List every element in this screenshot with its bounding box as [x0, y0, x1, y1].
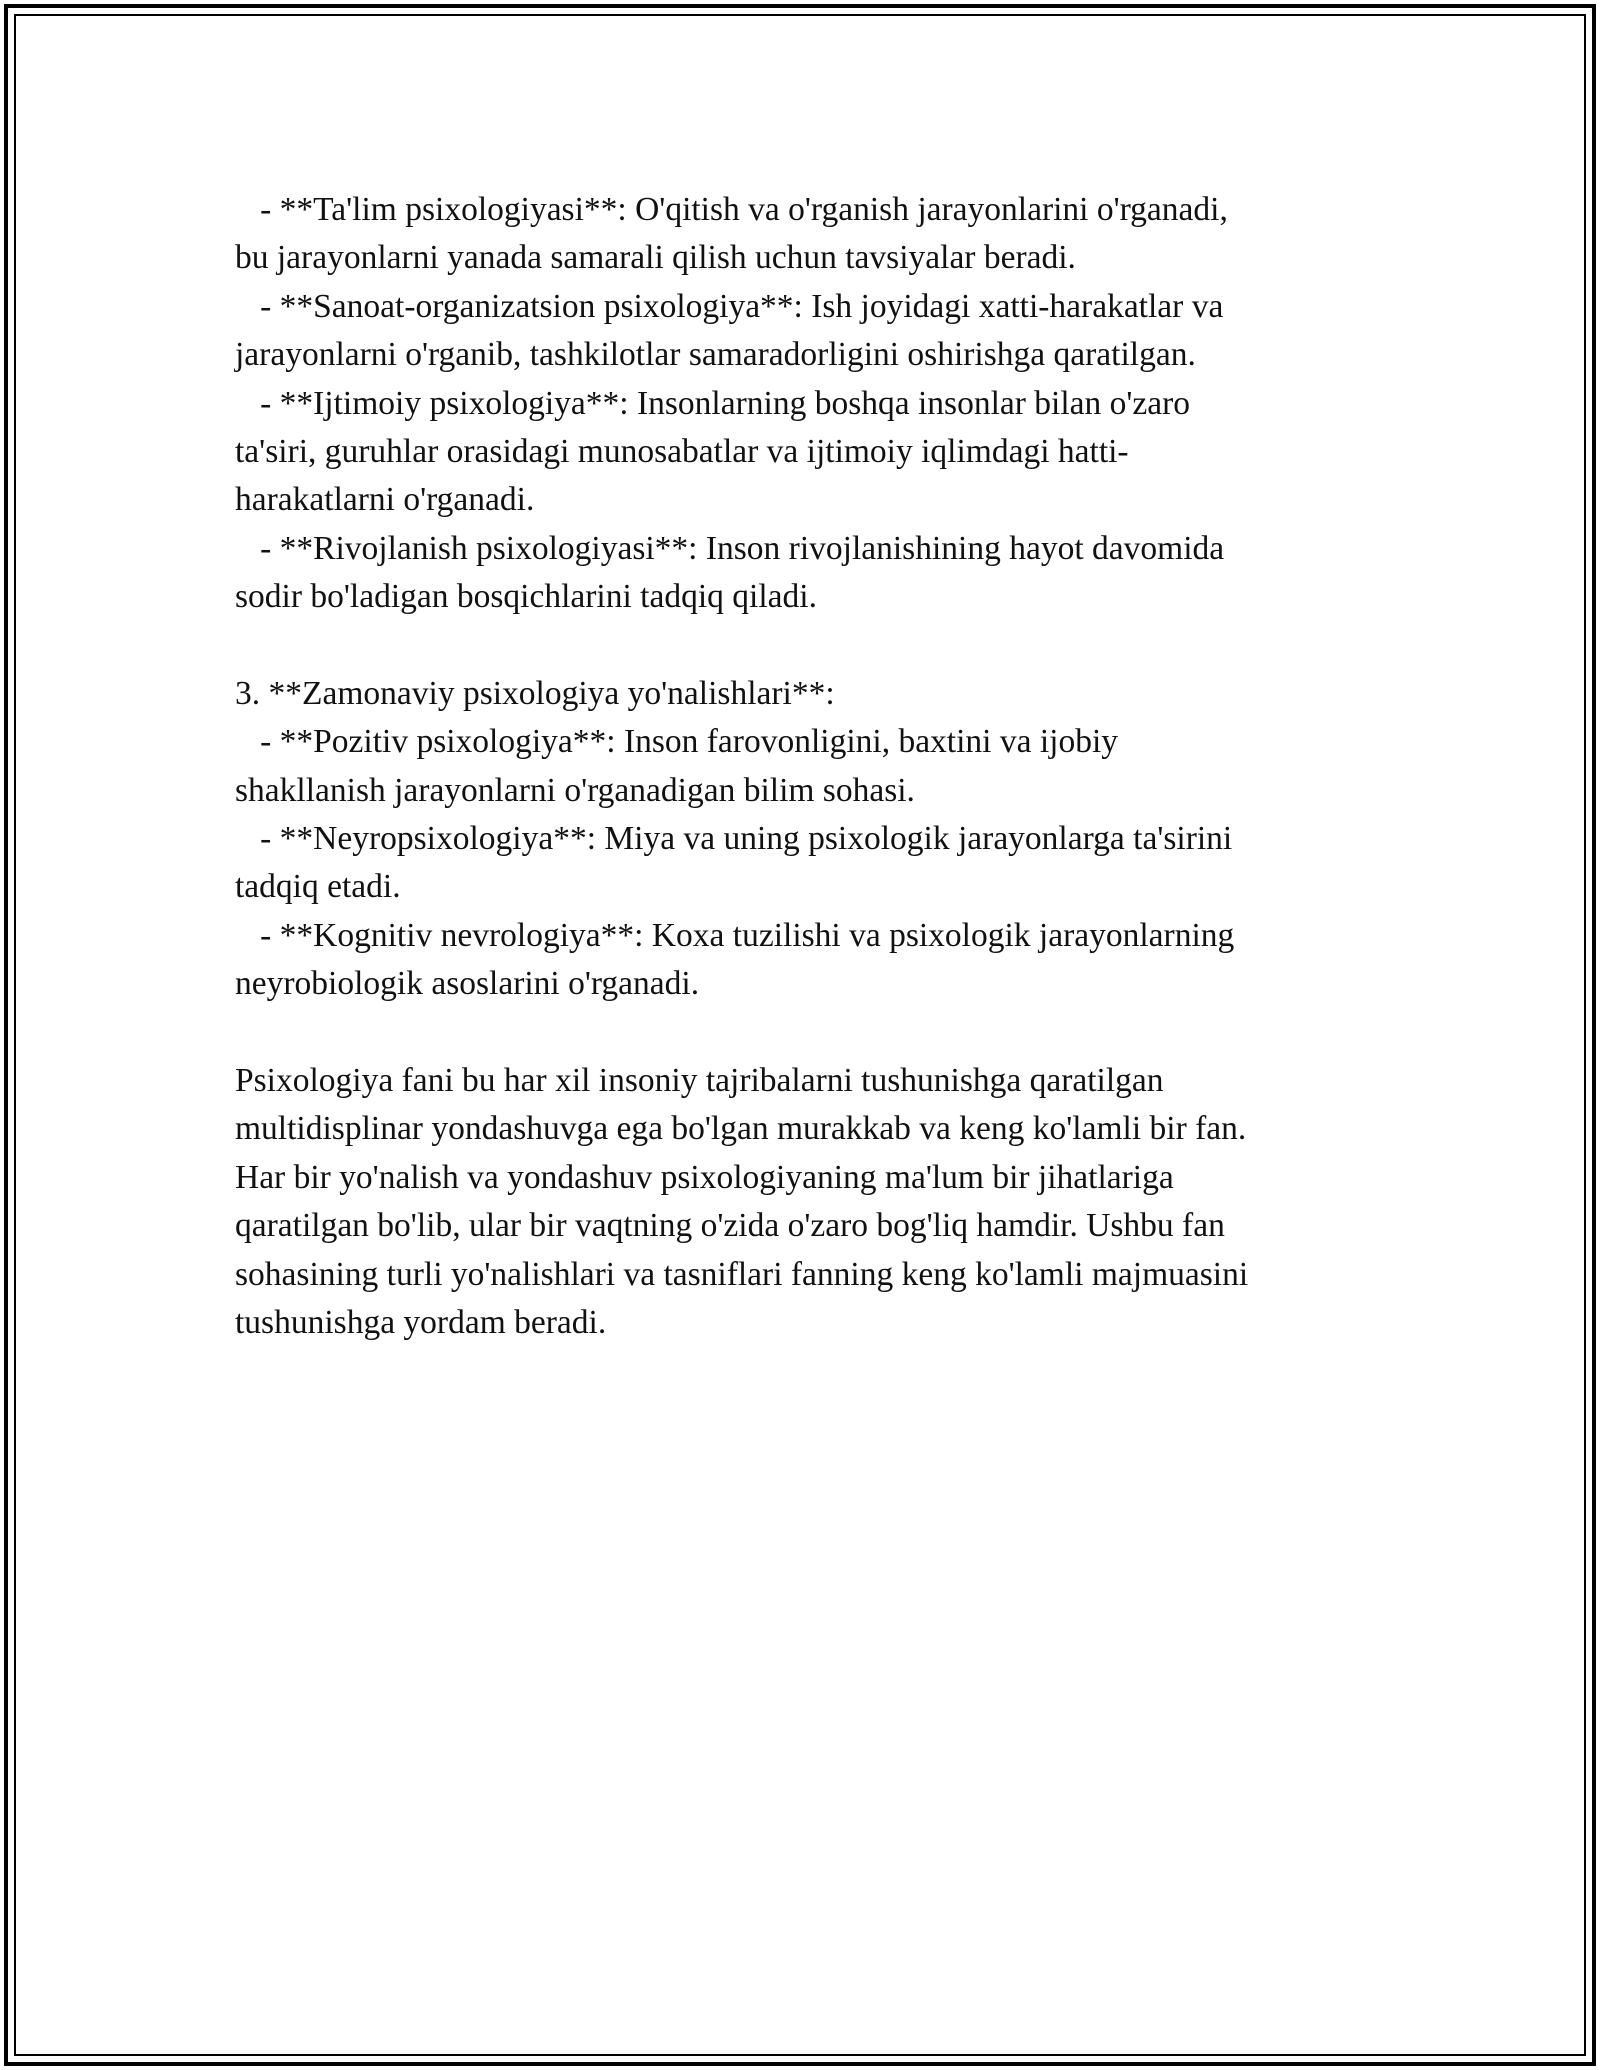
text-line: qaratilgan bo'lib, ular bir vaqtning o'zida o'zaro bog'liq hamdir. Ushbu fan: [235, 1207, 1225, 1245]
text-line: ta'siri, guruhlar orasidagi munosabatlar va ijtimoiy iqlimdagi hatti-: [235, 432, 1129, 470]
text-line: - **Ta'lim psixologiyasi**: O'qitish va o'rganish jarayonlarini o'rganadi,: [235, 191, 1228, 228]
text-line: jarayonlarni o'rganib, tashkilotlar samaradorligini oshirishga qaratilgan.: [235, 336, 1196, 374]
text-line: sodir bo'ladigan bosqichlarini tadqiq qiladi.: [235, 578, 817, 616]
text-line: - **Ijtimoiy psixologiya**: Insonlarning boshqa insonlar bilan o'zaro: [235, 384, 1191, 422]
text-line: - **Pozitiv psixologiya**: Inson farovonligini, baxtini va ijobiy: [235, 723, 1119, 761]
text-line: - **Sanoat-organizatsion psixologiya**: Ish joyidagi xatti-harakatlar va: [235, 287, 1224, 325]
text-line: shakllanish jarayonlarni o'rganadigan bilim sohasi.: [235, 771, 915, 809]
text-line: Psixologiya fani bu har xil insoniy tajribalarni tushunishga qaratilgan: [235, 1062, 1164, 1100]
text-line: - **Neyropsixologiya**: Miya va uning psixologik jarayonlarga ta'sirini: [235, 820, 1233, 858]
text-line: - **Kognitiv nevrologiya**: Koxa tuzilishi va psixologik jarayonlarning: [235, 916, 1235, 954]
text-line: - **Rivojlanish psixologiyasi**: Inson rivojlanishining hayot davomida: [235, 529, 1225, 567]
text-line: multidisplinar yondashuvga ega bo'lgan murakkab va keng ko'lamli bir fan.: [235, 1110, 1247, 1148]
document-body: [235, 186, 1385, 1347]
text-line: bu jarayonlarni yanada samarali qilish uchun tavsiyalar beradi.: [235, 239, 1076, 277]
text-line: harakatlarni o'rganadi.: [235, 481, 535, 519]
text-line: tadqiq etadi.: [235, 868, 401, 906]
blank-line: [235, 1009, 1385, 1057]
text-line: sohasining turli yo'nalishlari va tasniflari fanning keng ko'lamli majmuasini: [235, 1255, 1249, 1293]
section-heading: 3. **Zamonaviy psixologiya yo'nalishlari**:: [235, 674, 835, 712]
text-line: tushunishga yordam beradi.: [235, 1303, 607, 1341]
blank-line: [235, 622, 1385, 670]
text-line: Har bir yo'nalish va yondashuv psixologiyaning ma'lum bir jihatlariga: [235, 1158, 1174, 1196]
text-line: neyrobiologik asoslarini o'rganadi.: [235, 965, 700, 1003]
